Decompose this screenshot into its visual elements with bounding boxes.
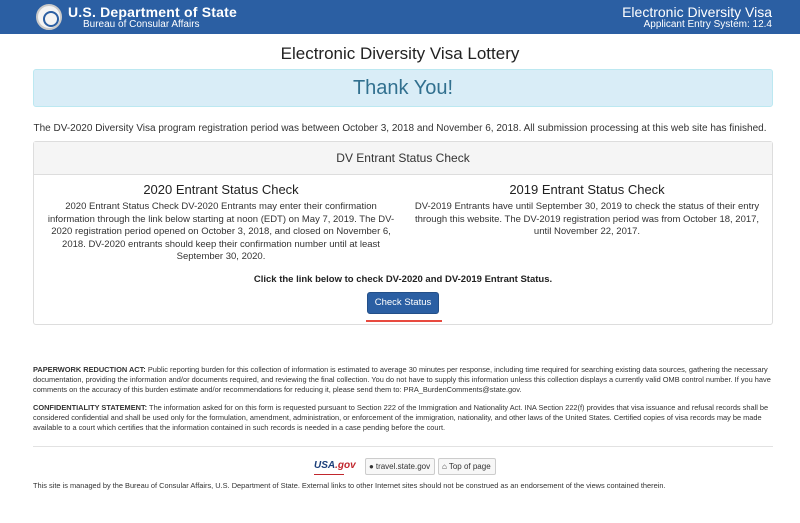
status-check-2020-body: 2020 Entrant Status Check DV-2020 Entrants may enter their confirmation information through the link below starting at noon (EDT) on May 7, 2019. The DV-2020 registration period opened on October 3, 2018, and closed on November 6, 2018. DV-2020 entrants should keep their confirmation number until at least September 30, 2020. bbox=[47, 201, 395, 262]
status-check-heading: DV Entrant Status Check bbox=[34, 142, 772, 175]
check-status-button[interactable]: Check Status bbox=[367, 292, 439, 314]
page-title: Electronic Diversity Visa Lottery bbox=[280, 44, 520, 63]
travel-link-label: travel.state.gov bbox=[375, 462, 431, 471]
status-check-2019-title: 2019 Entrant Status Check bbox=[509, 182, 665, 197]
confidentiality-label: CONFIDENTIALITY STATEMENT: bbox=[33, 403, 148, 412]
paperwork-label: PAPERWORK REDUCTION ACT: bbox=[33, 365, 146, 374]
home-icon: ⌂ bbox=[442, 462, 447, 471]
footer-divider bbox=[33, 446, 773, 447]
confidentiality-statement bbox=[33, 403, 773, 433]
system-subtitle: Applicant Entry System: 12.4 bbox=[643, 19, 772, 30]
check-status-instruction: Click the link below to check DV-2020 and DV-2019 Entrant Status. bbox=[253, 274, 553, 285]
department-name[interactable]: U.S. Department of State bbox=[68, 4, 237, 20]
confidentiality-text: The information asked for on this form is requested pursuant to Section 222 of the Immigration and Nationality Act. INA Section 222(f) provides that visa issuance and refusal records shall be considered confidential and shall be used only for the formulation, amendment, administration, or enforcement of the immigration, nationality, and other laws of the United States. Certified copies of visa records may be made available to a court which certifies that the information contained in such records is needed in a case pending before the court. bbox=[33, 403, 769, 432]
managed-by-notice: This site is managed by the Bureau of Consular Affairs, U.S. Department of State. External links to other Internet sites should not be construed as an endorsement of the views contained therein. bbox=[33, 481, 666, 490]
status-check-2020-title: 2020 Entrant Status Check bbox=[143, 182, 299, 197]
usagov-link[interactable] bbox=[314, 459, 358, 475]
travel-state-gov-link[interactable] bbox=[365, 458, 435, 475]
status-check-2019 bbox=[412, 182, 762, 239]
department-seal-icon[interactable] bbox=[36, 4, 62, 30]
check-status-underline bbox=[366, 320, 442, 322]
status-check-panel bbox=[33, 141, 773, 325]
usagov-suffix: .gov bbox=[335, 460, 356, 471]
usagov-main: USA bbox=[314, 460, 336, 471]
system-title: Electronic Diversity Visa bbox=[622, 4, 772, 20]
header-bar bbox=[0, 0, 800, 34]
top-of-page-link[interactable] bbox=[438, 458, 496, 475]
status-check-2019-body: DV-2019 Entrants have until September 30, 2019 to check the status of their entry through this website. The DV-2019 registration period was from October 18, 2017, until November 22, 2017. bbox=[414, 201, 760, 237]
status-check-2020 bbox=[46, 182, 396, 264]
top-link-label: Top of page bbox=[448, 462, 491, 471]
globe-icon: ● bbox=[369, 462, 374, 471]
paperwork-reduction-act bbox=[33, 365, 773, 395]
bureau-name: Bureau of Consular Affairs bbox=[83, 19, 200, 30]
registration-period-notice: The DV-2020 Diversity Visa program registration period was between October 3, 2018 and November 6, 2018. All submission processing at this web site has finished. bbox=[33, 123, 767, 134]
thank-you-banner: Thank You! bbox=[33, 69, 773, 107]
paperwork-text: Public reporting burden for this collection of information is estimated to average 30 minutes per response, including time required for searching existing data sources, gathering the necessary documentation, providing the information and/or documents required, and reviewing the final collection. You do not have to supply this information unless this collection displays a currently valid OMB control number. If you have comments on the accuracy of this burden estimate and/or recommendations for reducing it, please send them to: PRA_BurdenComments@state.gov. bbox=[33, 365, 771, 394]
